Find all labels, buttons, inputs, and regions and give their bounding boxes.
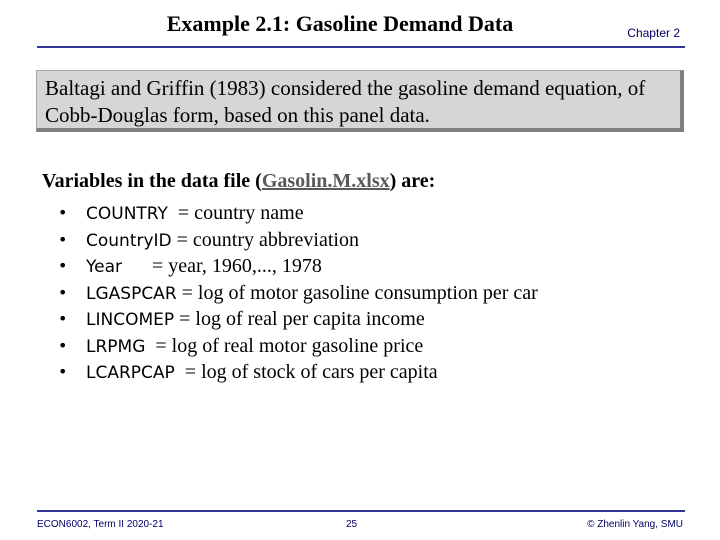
variables-heading [42,168,435,194]
header-divider [37,46,685,48]
variable-description: = year, 1960,..., 1978 [122,255,322,277]
bullet-icon: • [58,229,68,249]
bullet-icon: • [58,362,68,381]
intro-text: Baltagi and Griffin (1983) considered the gasoline demand equation, of Cobb-Douglas form, based on this panel data. [45,76,646,127]
variable-name: LGASPCAR [86,283,177,304]
footer-copyright: © Zhenlin Yang, SMU [587,519,683,530]
slide-title: Example 2.1: Gasoline Demand Data [166,11,514,36]
bullet-icon: • [58,203,68,222]
variable-description: = country name [167,202,304,224]
footer-course: ECON6002, Term II 2020-21 [37,519,164,530]
list-item [58,280,538,307]
variable-description: = log of stock of cars per capita [174,361,438,383]
list-item [58,200,538,227]
variable-name: CountryID [86,230,172,251]
variables-heading-prefix: Variables in the data file ( [42,170,262,192]
variable-list [58,200,538,386]
list-item [58,227,538,254]
footer-page-number: 25 [346,519,358,530]
variable-name: LCARPCAP [86,363,175,383]
bullet-icon: • [58,309,68,328]
data-file-link[interactable]: Gasolin.M.xlsx [261,170,390,192]
chapter-label: Chapter 2 [627,26,680,40]
variables-heading-suffix: ) are: [389,170,436,192]
list-item [58,306,538,333]
bullet-icon: • [58,335,68,355]
footer-divider [37,510,685,512]
variable-description: = log of real motor gasoline price [145,334,424,357]
variable-name: Year [86,257,122,277]
bullet-icon: • [58,256,68,275]
list-item [58,359,538,386]
intro-textbox [36,70,684,132]
variable-name: COUNTRY [86,204,168,224]
variable-description: = log of real per capita income [174,308,425,330]
variable-description: = log of motor gasoline consumption per car [176,281,538,304]
variable-description: = country abbreviation [171,228,359,251]
variable-name: LRPMG [86,336,146,357]
list-item [58,333,538,360]
variable-name: LINCOMEP [86,310,175,330]
bullet-icon: • [58,282,68,302]
list-item [58,253,538,280]
